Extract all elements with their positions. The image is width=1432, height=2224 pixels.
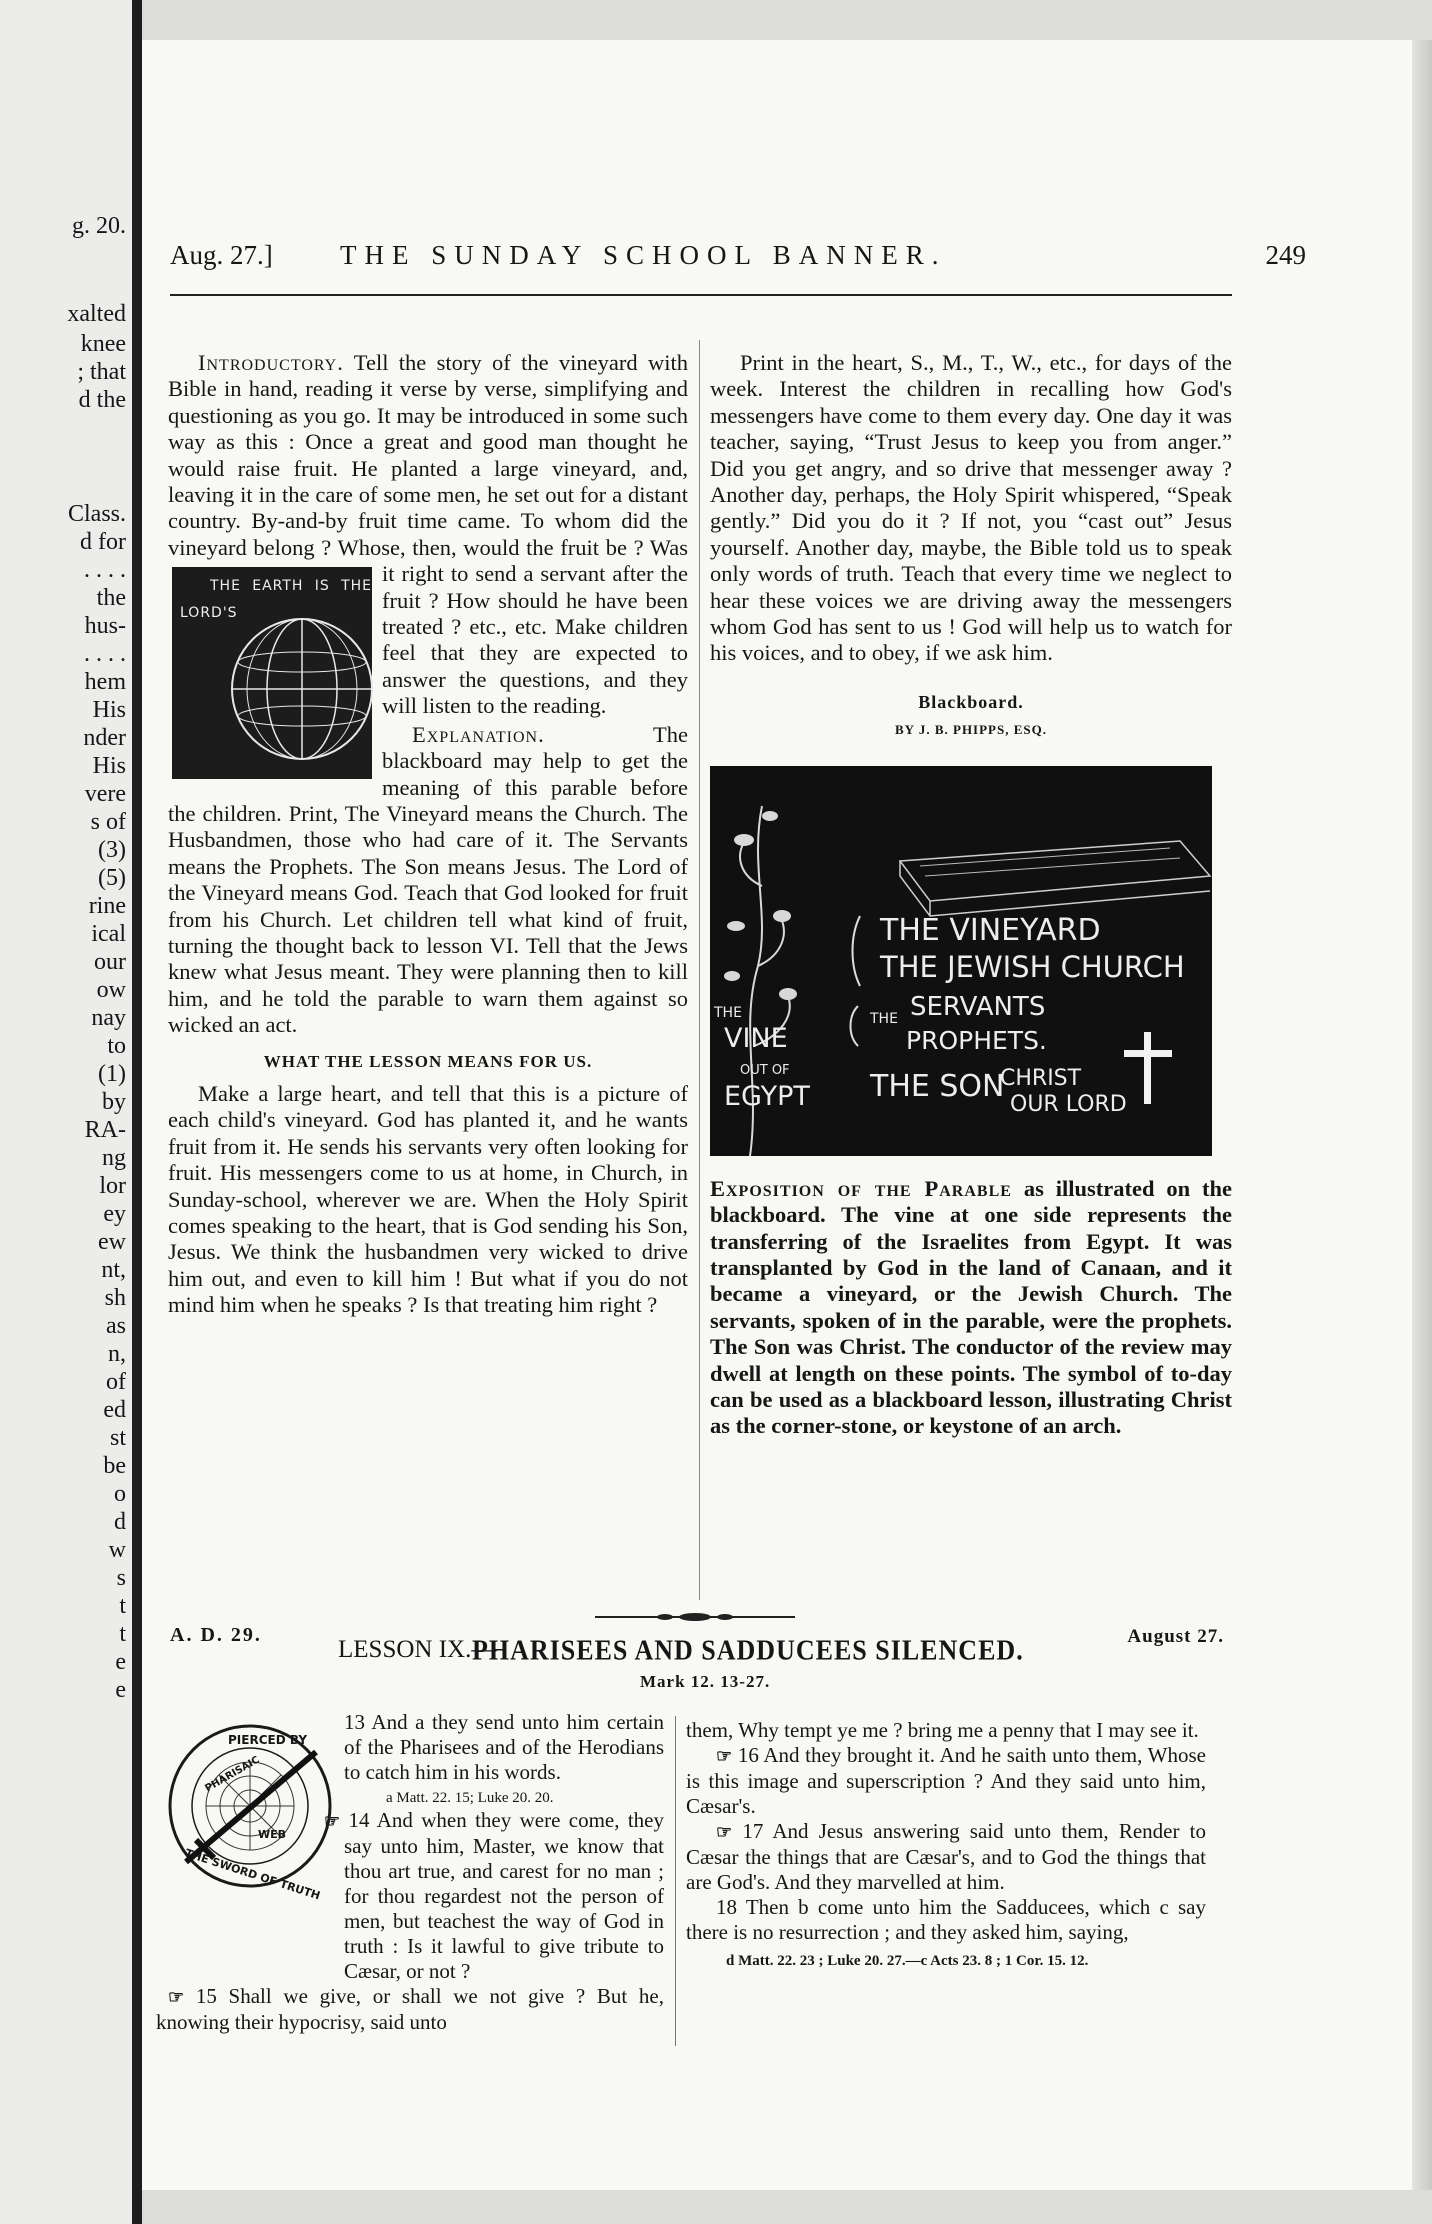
- verse-17-paragraph: [686, 1819, 1206, 1895]
- previous-page-edge: [0, 0, 132, 2224]
- previous-page-fragment: ed: [103, 1397, 126, 1423]
- bb-prophets: PROPHETS.: [906, 1025, 1047, 1055]
- verse-16-paragraph: [686, 1743, 1206, 1819]
- introductory-text: [168, 350, 688, 718]
- column-divider: [699, 340, 700, 1600]
- lesson-title: PHARISEES AND SADDUCEES SILENCED.: [472, 1634, 1024, 1667]
- seal-text-bottom: THE SWORD OF TRUTH: [183, 1846, 322, 1903]
- previous-page-fragment: st: [109, 1425, 126, 1451]
- scripture-right-column: [686, 1718, 1206, 1971]
- bb-our-lord: OUR LORD: [1010, 1091, 1127, 1117]
- seal-text-mid2: WEB: [258, 1828, 287, 1841]
- bb-the-son: THE SON: [870, 1068, 1005, 1104]
- scripture-left-column: [156, 1710, 664, 2035]
- previous-page-fragment: rine: [88, 893, 126, 919]
- previous-page-fragment: ow: [96, 977, 126, 1003]
- previous-page-fragment: . . . .: [84, 557, 126, 583]
- previous-page-fragment: RA-: [84, 1117, 126, 1143]
- previous-page-fragment: . . . .: [84, 641, 126, 667]
- pointing-hand-icon: ☞: [716, 1822, 733, 1842]
- previous-page-fragment: d: [114, 1509, 126, 1535]
- running-head: [170, 240, 1306, 280]
- previous-page-fragment: Class.: [67, 501, 126, 527]
- explanation-text: The blackboard may help to get the meaning of this parable before the children. Print, The Vineyard means the Church. The Husbandmen, those who had care of it. The Servants means the Prophets. The Son means Jesus. The Lord of the Vineyard means God. Teach that God looked for fruit from his Church. Let children tell what kind of fruit, turning the thought back to lesson VI. Tell that the Jews knew what Jesus meant. They were planning then to kill him, and he told the parable to warn them against so wicked an act.: [168, 721, 688, 1038]
- means-paragraph: Make a large heart, and tell that this is a picture of each child's vineyard. God has planted it, and he wants fruit from it. He sends his servants very often looking for fruit. His messengers come to us at home, in Church, in Sunday-school, wherever we are. When the Holy Spirit comes speaking to the heart, that is God sending his Son, Jesus. We think the husbandmen very wicked to drive him out, and even to kill him ! But what if you do not mind him when he speaks ? Is that treating him right ?: [168, 1080, 688, 1318]
- verse-18: 18 Then b come unto him the Sadducees, which c say there is no resurrection ; and they asked him, saying,: [686, 1895, 1206, 1944]
- section-subhead: WHAT THE LESSON MEANS FOR US.: [263, 1051, 593, 1071]
- verse-14: 14 And when they were come, they say unto him, Master, we know that thou art true, and carest for no man ; for thou regardest not the person of men, but teachest the way of God in truth : Is it lawful to give tribute to Cæsar, or not ?: [344, 1808, 664, 1983]
- previous-page-fragment: our: [94, 949, 126, 975]
- previous-page-fragment: be: [103, 1453, 126, 1479]
- footnote-a: a Matt. 22. 15; Luke 20. 20.: [386, 1790, 554, 1806]
- previous-page-fragment: (3): [98, 837, 126, 863]
- exposition-label: Exposition of the Parable: [710, 1175, 1012, 1201]
- previous-page-fragment: of: [106, 1369, 126, 1395]
- previous-page-fragment: ; that: [77, 359, 126, 385]
- ornament-rule: [595, 1612, 795, 1622]
- previous-page-fragment: knee: [80, 331, 126, 357]
- blackboard-illustration: [710, 766, 1212, 1156]
- previous-page-fragment: ical: [91, 921, 126, 947]
- seal-text-top: PIERCED BY: [228, 1733, 308, 1747]
- previous-page-fragment: d for: [80, 529, 126, 555]
- previous-page-fragment: hus-: [84, 613, 126, 639]
- pointing-hand-icon: ☞: [168, 1987, 185, 2007]
- header-title: THE SUNDAY SCHOOL BANNER.: [340, 240, 947, 270]
- previous-page-fragment: hem: [84, 669, 126, 695]
- previous-page-fragment: by: [102, 1089, 126, 1115]
- previous-page-fragment: ew: [98, 1229, 126, 1255]
- bb-egypt: EGYPT: [724, 1080, 810, 1112]
- lesson-number: LESSON IX.—: [338, 1636, 497, 1663]
- blackboard-title: Blackboard.: [918, 691, 1024, 712]
- right-column: [710, 350, 1232, 1440]
- header-rule: [170, 294, 1232, 296]
- scripture-reference: Mark 12. 13-27.: [640, 1672, 771, 1691]
- previous-page-fragment: e: [115, 1677, 126, 1703]
- previous-page-fragment: xalted: [67, 301, 126, 327]
- verse-17: 17 And Jesus answering said unto them, Render to Cæsar the things that are Cæsar's, and to God the things that are God's. And they marvelled at him.: [686, 1819, 1206, 1894]
- exposition-text: as illustrated on the blackboard. The vine at one side represents the transferring of the Israelites from Egypt. It was transplanted by God in the land of Canaan, and it became a vineyard, or the Jewish Church. The servants, spoken of in the parable, were the prophets. The Son was Christ. The conductor of the review may dwell at length on these points. The symbol of to-day can be used as a blackboard lesson, illustrating Christ as the corner-stone, or keystone of an arch.: [710, 1175, 1232, 1439]
- bb-jewish-church: THE JEWISH CHURCH: [880, 949, 1185, 984]
- verse-15-paragraph: [156, 1984, 664, 2035]
- previous-page-fragment: nay: [91, 1005, 126, 1031]
- previous-page-fragment: as: [106, 1313, 126, 1339]
- page-binding: [132, 0, 142, 2224]
- sword-and-web-seal: [166, 1722, 334, 1903]
- previous-page-fragment: sh: [104, 1285, 126, 1311]
- previous-page-fragment: (1): [98, 1061, 126, 1087]
- previous-page-fragment: w: [108, 1537, 126, 1563]
- scripture-column-divider: [675, 1716, 676, 2046]
- print-paragraph: Print in the heart, S., M., T., W., etc., for days of the week. Interest the children in recalling how God's messengers have come to them every day. One day it was teacher, saying, “Trust Jesus to keep you from anger.” Did you get angry, and so drive that messenger away ? Another day, perhaps, the Holy Spirit whispered, “Speak gently.” Did you do it ? If not, you “cast out” Jesus yourself. Another day, maybe, the Bible told us to speak only words of truth. Teach that every time we neglect to hear these voices we are driving away the messengers whom God has sent to us ! God will help us to watch for his voices, and to obey, if we ask him.: [710, 350, 1232, 666]
- previous-page-fragment: ey: [103, 1201, 126, 1227]
- previous-page-fragment: e: [115, 1649, 126, 1675]
- previous-page-fragment: ng: [102, 1145, 126, 1171]
- previous-page-fragment: o: [114, 1481, 126, 1507]
- globe-illustration: [172, 567, 372, 779]
- pointing-hand-icon: ☞: [716, 1746, 733, 1766]
- bb-out-of: OUT OF: [740, 1062, 790, 1078]
- previous-page-fragment: to: [107, 1033, 126, 1059]
- introductory-text-before-figure: Tell the story of the vineyard with Bible in hand, reading it verse by verse, simplifying and questioning as you go. It may be introduced in some such way as this : Once a great and good man thought he would raise fruit. He planted a large vineyard, and, leaving it in the care of some men, he set out for a distant country. By-and-by fruit time came. To whom did the vineyard belong ? Whose, then, would the fruit be ? Was it right to send a servant after: [168, 350, 688, 587]
- bb-the-vine: THE: [714, 1004, 742, 1021]
- footnote-bc: d Matt. 22. 23 ; Luke 20. 27.—c Acts 23. 8 ; 1 Cor. 15. 12.: [726, 1953, 1089, 1969]
- previous-page-fragment: lor: [99, 1173, 126, 1199]
- previous-page-fragment: nder: [83, 725, 126, 751]
- bb-the-servants: THE: [870, 1010, 898, 1027]
- explanation-label: Explanation.: [412, 721, 545, 747]
- pointing-hand-icon: ☞: [324, 1811, 341, 1831]
- globe-caption: THE EARTH IS THE LORD'S: [180, 578, 372, 621]
- verse-13: 13 And a they send unto him certain of the Pharisees and of the Herodians to catch him in his words.: [344, 1710, 664, 1784]
- bb-christ: CHRIST: [1000, 1065, 1082, 1091]
- previous-page-fragment: vere: [84, 781, 126, 807]
- previous-page-fragment: His: [92, 697, 126, 723]
- seal-text-mid1: PHARISAIC: [203, 1754, 262, 1795]
- previous-page-fragment: t: [119, 1621, 126, 1647]
- verse-16: 16 And they brought it. And he saith unto them, Whose is this image and superscription ? And they said unto him, Cæsar's.: [686, 1743, 1206, 1818]
- previous-page-fragment: d the: [78, 387, 126, 413]
- left-column: [168, 350, 688, 1319]
- verse-15-continued: them, Why tempt ye me ? bring me a penny that I may see it.: [686, 1718, 1199, 1742]
- exposition-paragraph: [710, 1176, 1232, 1440]
- previous-page-fragment: (5): [98, 865, 126, 891]
- previous-page-fragment: g. 20.: [72, 213, 126, 239]
- previous-page-fragment: s of: [90, 809, 126, 835]
- page-number: 249: [1265, 240, 1306, 270]
- lesson-heading: [170, 1606, 1232, 1696]
- bb-servants: SERVANTS: [910, 991, 1046, 1022]
- lesson-year: A. D. 29.: [170, 1624, 262, 1646]
- previous-page-fragment: the: [96, 585, 126, 611]
- header-date: Aug. 27.]: [170, 240, 273, 270]
- bb-vine: VINE: [724, 1022, 788, 1054]
- previous-page-fragment: t: [119, 1593, 126, 1619]
- verse-15: 15 Shall we give, or shall we not give ? But he, knowing their hypocrisy, said unto: [156, 1984, 664, 2034]
- page: [142, 40, 1412, 2190]
- bb-vineyard: THE VINEYARD: [880, 912, 1101, 948]
- previous-page-fragment: s: [116, 1565, 126, 1591]
- previous-page-fragment: His: [92, 753, 126, 779]
- introductory-text-after-figure: the fruit ? How should he have been treated ? etc., etc. Make children feel that they are expected to answer the questions, and they will listen to the reading.: [382, 561, 688, 719]
- introductory-paragraph: [168, 350, 688, 720]
- previous-page-fragment: n,: [108, 1341, 126, 1367]
- introductory-label: Introductory.: [198, 350, 344, 375]
- previous-page-fragment: nt,: [101, 1257, 126, 1283]
- blackboard-author: BY J. B. PHIPPS, ESQ.: [895, 722, 1047, 738]
- lesson-date: August 27.: [1127, 1626, 1224, 1647]
